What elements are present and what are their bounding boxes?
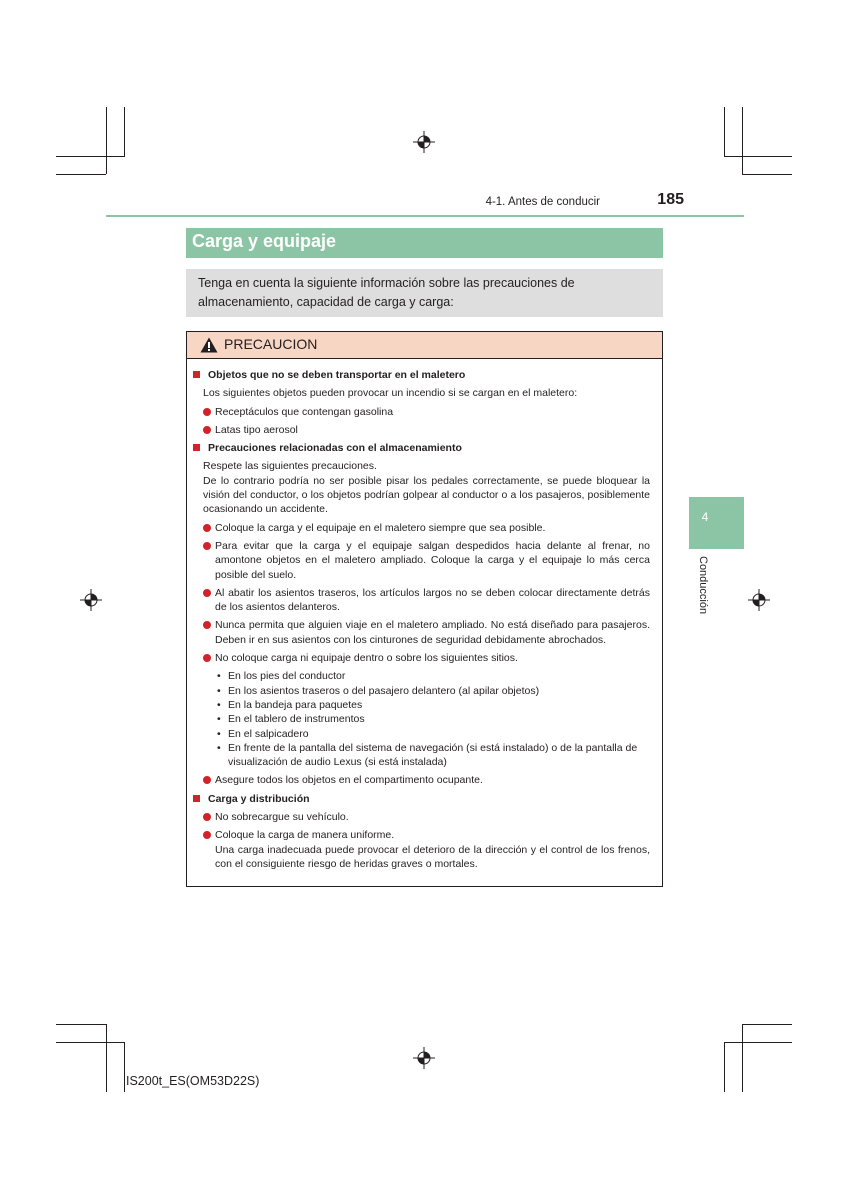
- bullet-dot-icon: [203, 408, 211, 416]
- paragraph: Respete las siguientes precauciones.: [203, 460, 377, 473]
- list-item: Nunca permita que alguien viaje en el maletero ampliado. No está diseñado para pasajeros. Deben ir en sus asientos con los cinturones de seguridad debidamente abrochados.: [215, 618, 650, 647]
- page-title-bar: [186, 228, 663, 258]
- list-item: Al abatir los asientos traseros, los artículos largos no se deben colocar directamente detrás de los asientos delanteros.: [215, 586, 650, 615]
- crop-mark: [124, 1042, 125, 1092]
- page-title: Carga y equipaje: [192, 231, 337, 251]
- bullet-dot-icon: [203, 621, 211, 629]
- crop-mark: [106, 1024, 107, 1092]
- crop-mark: [106, 107, 107, 174]
- list-item: Coloque la carga y el equipaje en el maletero siempre que sea posible.: [215, 521, 650, 535]
- bullet-dot-icon: [203, 542, 211, 550]
- registration-mark-icon: [413, 131, 435, 153]
- sub-list-item: • En el tablero de instrumentos: [217, 713, 365, 726]
- crop-mark: [742, 1024, 743, 1092]
- registration-mark-icon: [413, 1047, 435, 1069]
- bullet-dot-icon: [203, 813, 211, 821]
- crop-mark: [124, 107, 125, 157]
- small-dot-icon: •: [217, 698, 221, 711]
- page-number: 185: [657, 191, 684, 208]
- bullet-dot-icon: [203, 831, 211, 839]
- warning-triangle-icon: [200, 337, 218, 353]
- square-bullet-icon: [193, 795, 200, 802]
- registration-mark-icon: [748, 589, 770, 611]
- sub-list-item: • En frente de la pantalla del sistema de navegación (si está instalado) o de la pantalla de visualización de audio Lexus (si está instalada): [217, 741, 638, 769]
- chapter-tab: [689, 497, 744, 549]
- bullet-dot-icon: [203, 589, 211, 597]
- crop-mark: [724, 107, 725, 157]
- square-bullet-icon: [193, 371, 200, 378]
- small-dot-icon: •: [217, 713, 221, 726]
- crop-mark: [742, 174, 792, 175]
- chapter-label: Conducción: [697, 556, 709, 615]
- bullet-dot-icon: [203, 426, 211, 434]
- section-heading: Precauciones relacionadas con el almacenamiento: [191, 441, 652, 455]
- sub-list-item: • En la bandeja para paquetes: [217, 698, 363, 711]
- intro-text: Tenga en cuenta la siguiente información sobre las precauciones de almacenamiento, capacidad de carga y carga:: [198, 276, 575, 309]
- list-item: Coloque la carga de manera uniforme. Una carga inadecuada puede provocar el deterioro de la dirección y el control de los frenos, con el consiguiente riesgo de heridas graves o mortales.: [215, 828, 650, 871]
- header-divider: [106, 215, 744, 217]
- crop-mark: [56, 1042, 124, 1043]
- square-bullet-icon: [193, 444, 200, 451]
- small-dot-icon: •: [217, 670, 221, 683]
- list-item: Asegure todos los objetos en el compartimento ocupante.: [215, 773, 650, 787]
- section-heading: Objetos que no se deben transportar en el maletero: [191, 368, 652, 382]
- sub-list-item: • En los pies del conductor: [217, 670, 346, 683]
- intro-box: [186, 269, 663, 317]
- caution-header: [187, 332, 662, 359]
- bullet-dot-icon: [203, 524, 211, 532]
- crop-mark: [724, 1042, 725, 1092]
- list-item: Latas tipo aerosol: [215, 423, 650, 437]
- document-code: IS200t_ES(OM53D22S): [126, 1074, 260, 1088]
- caution-body: [187, 368, 662, 875]
- list-item: No sobrecargue su vehículo.: [215, 810, 650, 824]
- chapter-number: 4: [701, 510, 709, 524]
- crop-mark: [742, 1024, 792, 1025]
- sub-list-item: • En los asientos traseros o del pasajero delantero (al apilar objetos): [217, 684, 540, 697]
- small-dot-icon: •: [217, 684, 221, 697]
- section-title: 4-1. Antes de conducir: [485, 196, 600, 208]
- crop-mark: [56, 174, 106, 175]
- crop-mark: [724, 1042, 792, 1043]
- crop-mark: [56, 156, 124, 157]
- small-dot-icon: •: [217, 741, 221, 754]
- crop-mark: [742, 107, 743, 174]
- list-item: Receptáculos que contengan gasolina: [215, 405, 650, 419]
- registration-mark-icon: [80, 589, 102, 611]
- paragraph: Los siguientes objetos pueden provocar un incendio si se cargan en el maletero:: [203, 387, 578, 400]
- caution-box: [186, 331, 663, 887]
- list-item: No coloque carga ni equipaje dentro o sobre los siguientes sitios.: [215, 651, 650, 665]
- crop-mark: [56, 1024, 106, 1025]
- section-heading: Carga y distribución: [191, 792, 652, 806]
- sub-list-item: • En el salpicadero: [217, 727, 309, 740]
- small-dot-icon: •: [217, 727, 221, 740]
- crop-mark: [724, 156, 792, 157]
- bullet-dot-icon: [203, 654, 211, 662]
- paragraph: De lo contrario podría no ser posible pisar los pedales correctamente, se puede bloquear la visión del conductor, o los objetos podrían golpear al conductor o a los pasajeros, posiblemente ocasionando un accidente.: [203, 474, 650, 516]
- bullet-dot-icon: [203, 776, 211, 784]
- caution-label: PRECAUCION: [224, 336, 318, 352]
- list-item: Para evitar que la carga y el equipaje salgan despedidos hacia delante al frenar, no amontone objetos en el maletero ampliado. Coloque la carga y el equipaje lo más cerca posible del suelo.: [215, 539, 650, 582]
